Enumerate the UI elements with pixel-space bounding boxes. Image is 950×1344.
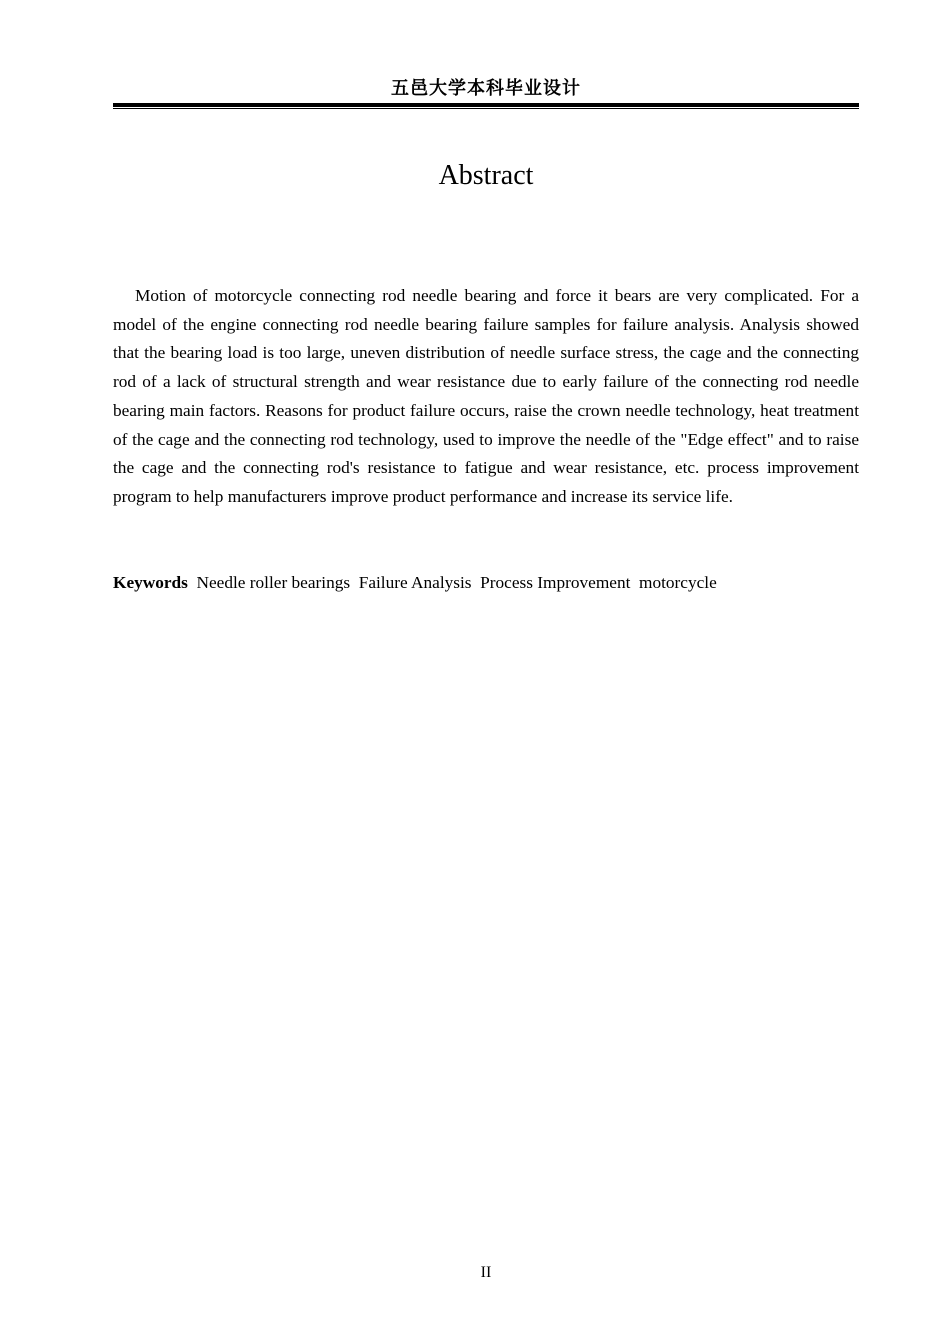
header-rule-thick xyxy=(113,103,859,107)
keyword-item: Needle roller bearings xyxy=(196,573,351,592)
abstract-paragraph: Motion of motorcycle connecting rod needle bearing and force it bears are very complicated. For a model of the engine connecting rod needle bearing failure samples for failure analysis. Analysis showed that the bearing load is too large, uneven distribution of needle surface stress, the cage and the connecting rod of a lack of structural strength and wear resistance due to early failure of the connecting rod needle bearing main factors. Reasons for product failure occurs, raise the crown needle technology, heat treatment of the cage and the connecting rod technology, used to improve the needle of the "Edge effect" and to raise the cage and the connecting rod's resistance to fatigue and wear resistance, etc. process improvement program to help manufacturers improve product performance and increase its service life. xyxy=(113,286,859,506)
running-header-title: 五邑大学本科毕业设计 xyxy=(391,78,581,99)
keywords-label: Keywords xyxy=(113,573,188,592)
abstract-heading: Abstract xyxy=(438,160,534,191)
keywords-line xyxy=(113,569,859,597)
header-rule-thin xyxy=(113,108,859,109)
keyword-item: Process Improvement xyxy=(480,573,631,592)
keyword-item: motorcycle xyxy=(639,573,717,592)
page-number: II xyxy=(480,1264,492,1281)
keyword-item: Failure Analysis xyxy=(358,573,472,592)
